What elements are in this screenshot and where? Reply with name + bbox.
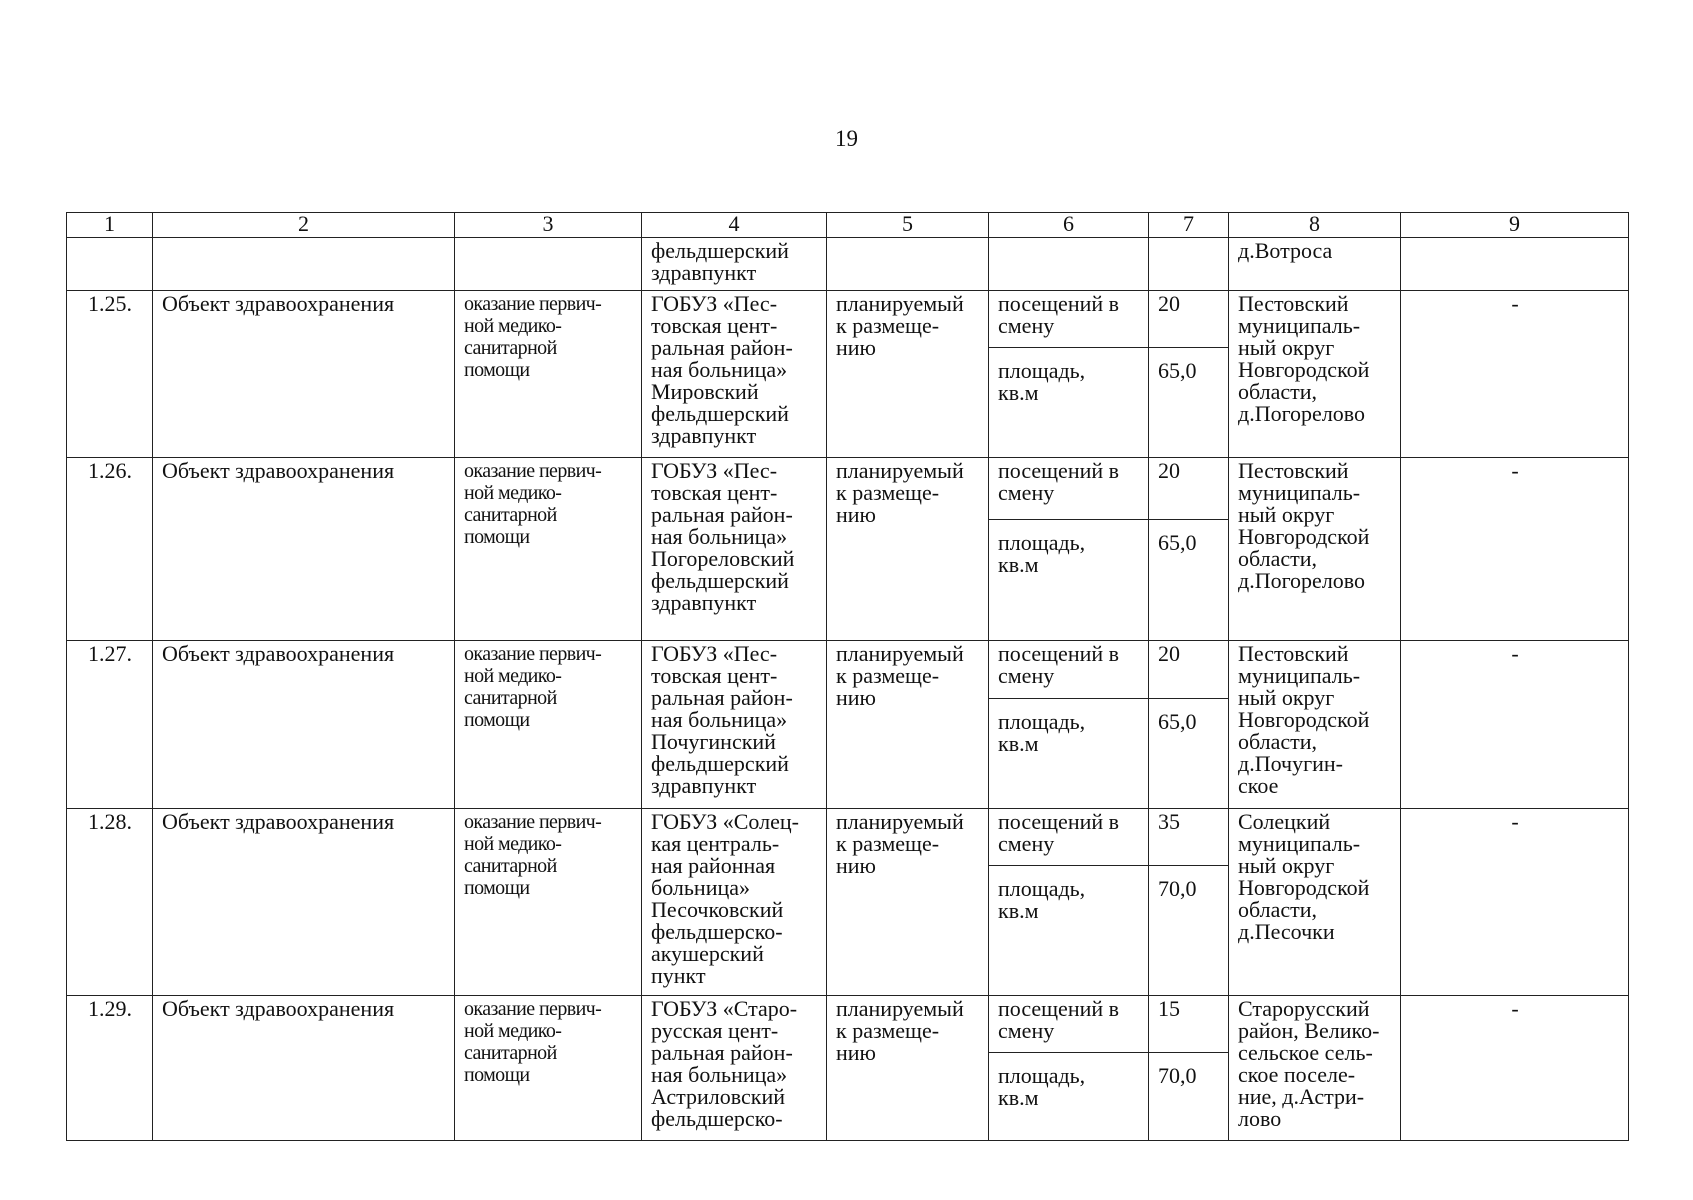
text-line: фельдшерский xyxy=(651,568,789,593)
text-line: здравпункт xyxy=(651,590,757,615)
text-line: ральная район- xyxy=(651,335,793,360)
column-9-value: - xyxy=(1401,996,1629,1141)
text-line: здравпункт xyxy=(651,260,757,285)
text-line: фельдшерско- xyxy=(651,919,783,944)
text-line: площадь, xyxy=(998,1063,1086,1088)
text-line: д.Вотроса xyxy=(1238,238,1333,263)
text-line: ный округ xyxy=(1238,335,1335,360)
text-line: товская цент- xyxy=(651,663,778,688)
text-line: Новгородской xyxy=(1238,357,1370,382)
status-cell xyxy=(827,291,989,458)
text-line: ральная район- xyxy=(651,1040,793,1065)
text-line: планируемый xyxy=(836,809,964,834)
parameter-area xyxy=(989,348,1149,458)
value-visits: 35 xyxy=(1149,809,1229,866)
text-line: области, xyxy=(1238,546,1318,571)
value-visits: 20 xyxy=(1149,458,1229,520)
text-line: муниципаль- xyxy=(1238,663,1361,688)
text-line: к размеще- xyxy=(836,313,940,338)
text-line: д.Почугин- xyxy=(1238,751,1343,776)
text-line: Астриловский xyxy=(651,1084,785,1109)
text-line: посещений в xyxy=(998,291,1120,316)
text-line: кв.м xyxy=(998,552,1039,577)
text-line: ральная район- xyxy=(651,685,793,710)
text-line: ная районная xyxy=(651,853,776,878)
parameter-area xyxy=(989,866,1149,996)
value-area: 70,0 xyxy=(1149,1053,1229,1141)
text-line: нию xyxy=(836,685,876,710)
location-cell xyxy=(1229,238,1401,291)
text-line: ный округ xyxy=(1238,502,1335,527)
page-number: 19 xyxy=(835,126,858,151)
purpose-cell xyxy=(455,458,642,641)
facility-name-cell xyxy=(642,458,827,641)
location-cell xyxy=(1229,809,1401,996)
text-line: Почугинский xyxy=(651,729,776,754)
text-line: Пестовский xyxy=(1238,641,1349,666)
text-line: д.Погорелово xyxy=(1238,568,1366,593)
text-line: помощи xyxy=(464,526,530,548)
text-line: ной медико- xyxy=(464,833,562,855)
facilities-table xyxy=(66,212,1629,1141)
text-line: ной медико- xyxy=(464,482,562,504)
value-visits: 20 xyxy=(1149,291,1229,348)
object-type: Объект здравоохранения xyxy=(153,458,455,641)
parameter-visits xyxy=(989,809,1149,866)
text-line: нию xyxy=(836,335,876,360)
text-line: лово xyxy=(1238,1106,1282,1131)
text-line: кв.м xyxy=(998,380,1039,405)
text-line: площадь, xyxy=(998,358,1086,383)
text-line: ной медико- xyxy=(464,1020,562,1042)
text-line: санитарной xyxy=(464,1042,557,1064)
text-line: д.Погорелово xyxy=(1238,401,1366,426)
column-number: 5 xyxy=(827,213,989,238)
text-line: ГОБУЗ «Старо- xyxy=(651,996,798,1021)
parameter-visits xyxy=(989,291,1149,348)
text-line: Солецкий xyxy=(1238,809,1331,834)
facility-name-cell xyxy=(642,641,827,809)
row-number: 1.26. xyxy=(67,458,153,641)
status-cell xyxy=(827,641,989,809)
text-line: Новгородской xyxy=(1238,875,1370,900)
text-line: фельдшерско- xyxy=(651,1106,783,1131)
location-cell xyxy=(1229,291,1401,458)
location-cell xyxy=(1229,641,1401,809)
text-line: Мировский xyxy=(651,379,759,404)
text-line: район, Велико- xyxy=(1238,1018,1380,1043)
text-line: Песочковский xyxy=(651,897,784,922)
table-row xyxy=(67,641,1629,699)
text-line: к размеще- xyxy=(836,1018,940,1043)
text-line: смену xyxy=(998,313,1055,338)
text-line: нию xyxy=(836,502,876,527)
text-line: больница» xyxy=(651,875,750,900)
purpose-cell xyxy=(455,809,642,996)
column-number: 3 xyxy=(455,213,642,238)
text-line: помощи xyxy=(464,359,530,381)
text-line: кв.м xyxy=(998,898,1039,923)
purpose-cell xyxy=(455,996,642,1141)
column-9-value: - xyxy=(1401,291,1629,458)
text-line: планируемый xyxy=(836,996,964,1021)
text-line: посещений в xyxy=(998,996,1120,1021)
text-line: планируемый xyxy=(836,291,964,316)
text-line: ГОБУЗ «Пес- xyxy=(651,458,778,483)
text-line: ный округ xyxy=(1238,685,1335,710)
text-line: сельское сель- xyxy=(1238,1040,1373,1065)
text-line: Старорусский xyxy=(1238,996,1370,1021)
table-row xyxy=(67,809,1629,866)
text-line: нию xyxy=(836,853,876,878)
text-line: ГОБУЗ «Пес- xyxy=(651,641,778,666)
column-number: 4 xyxy=(642,213,827,238)
parameter-visits xyxy=(989,641,1149,699)
facility-name-cell xyxy=(642,996,827,1141)
value-area: 65,0 xyxy=(1149,699,1229,809)
value-visits: 20 xyxy=(1149,641,1229,699)
parameter-area xyxy=(989,520,1149,641)
text-line: посещений в xyxy=(998,458,1120,483)
table-row xyxy=(67,996,1629,1053)
object-type: Объект здравоохранения xyxy=(153,809,455,996)
text-line: оказание первич- xyxy=(464,811,602,833)
text-line: кв.м xyxy=(998,1085,1039,1110)
text-line: пункт xyxy=(651,963,706,988)
value-area: 65,0 xyxy=(1149,348,1229,458)
text-line: площадь, xyxy=(998,876,1086,901)
facility-name-cell xyxy=(642,809,827,996)
text-line: ной медико- xyxy=(464,315,562,337)
status-cell xyxy=(827,809,989,996)
text-line: ной медико- xyxy=(464,665,562,687)
text-line: планируемый xyxy=(836,458,964,483)
column-number: 7 xyxy=(1149,213,1229,238)
parameter-area xyxy=(989,1053,1149,1141)
text-line: оказание первич- xyxy=(464,643,602,665)
text-line: смену xyxy=(998,663,1055,688)
text-line: ная больница» xyxy=(651,707,788,732)
continuation-row xyxy=(67,238,1629,291)
text-line: к размеще- xyxy=(836,831,940,856)
text-line: ный округ xyxy=(1238,853,1335,878)
column-9-value: - xyxy=(1401,458,1629,641)
text-line: товская цент- xyxy=(651,313,778,338)
text-line: Пестовский xyxy=(1238,458,1349,483)
location-cell xyxy=(1229,996,1401,1141)
table-row xyxy=(67,291,1629,348)
text-line: помощи xyxy=(464,877,530,899)
text-line: ское xyxy=(1238,773,1279,798)
text-line: фельдшерский xyxy=(651,238,789,263)
facility-name-cell xyxy=(642,238,827,291)
text-line: муниципаль- xyxy=(1238,831,1361,856)
text-line: к размеще- xyxy=(836,480,940,505)
object-type: Объект здравоохранения xyxy=(153,291,455,458)
text-line: смену xyxy=(998,831,1055,856)
purpose-cell xyxy=(455,291,642,458)
status-cell xyxy=(827,458,989,641)
row-number: 1.28. xyxy=(67,809,153,996)
text-line: Погореловский xyxy=(651,546,795,571)
text-line: кая централь- xyxy=(651,831,780,856)
text-line: муниципаль- xyxy=(1238,480,1361,505)
text-line: санитарной xyxy=(464,504,557,526)
text-line: к размеще- xyxy=(836,663,940,688)
text-line: санитарной xyxy=(464,687,557,709)
text-line: Новгородской xyxy=(1238,524,1370,549)
text-line: помощи xyxy=(464,709,530,731)
object-type: Объект здравоохранения xyxy=(153,641,455,809)
text-line: санитарной xyxy=(464,337,557,359)
text-line: посещений в xyxy=(998,809,1120,834)
text-line: ная больница» xyxy=(651,524,788,549)
row-number: 1.27. xyxy=(67,641,153,809)
text-line: Новгородской xyxy=(1238,707,1370,732)
text-line: оказание первич- xyxy=(464,460,602,482)
text-line: ское поселе- xyxy=(1238,1062,1356,1087)
text-line: площадь, xyxy=(998,530,1086,555)
parameter-area xyxy=(989,699,1149,809)
text-line: фельдшерский xyxy=(651,751,789,776)
parameter-visits xyxy=(989,458,1149,520)
parameter-visits xyxy=(989,996,1149,1053)
text-line: товская цент- xyxy=(651,480,778,505)
text-line: кв.м xyxy=(998,731,1039,756)
status-cell xyxy=(827,996,989,1141)
column-number-row xyxy=(67,213,1629,238)
column-number: 6 xyxy=(989,213,1149,238)
text-line: области, xyxy=(1238,729,1318,754)
text-line: д.Песочки xyxy=(1238,919,1335,944)
text-line: оказание первич- xyxy=(464,998,602,1020)
text-line: акушерский xyxy=(651,941,764,966)
text-line: фельдшерский xyxy=(651,401,789,426)
object-type: Объект здравоохранения xyxy=(153,996,455,1141)
value-visits: 15 xyxy=(1149,996,1229,1053)
text-line: здравпункт xyxy=(651,423,757,448)
column-number: 8 xyxy=(1229,213,1401,238)
text-line: здравпункт xyxy=(651,773,757,798)
text-line: ная больница» xyxy=(651,1062,788,1087)
column-number: 9 xyxy=(1401,213,1629,238)
text-line: нию xyxy=(836,1040,876,1065)
text-line: санитарной xyxy=(464,855,557,877)
table-row xyxy=(67,458,1629,520)
text-line: планируемый xyxy=(836,641,964,666)
text-line: ная больница» xyxy=(651,357,788,382)
location-cell xyxy=(1229,458,1401,641)
value-area: 70,0 xyxy=(1149,866,1229,996)
text-line: области, xyxy=(1238,379,1318,404)
text-line: Пестовский xyxy=(1238,291,1349,316)
column-9-value: - xyxy=(1401,641,1629,809)
text-line: муниципаль- xyxy=(1238,313,1361,338)
row-number: 1.29. xyxy=(67,996,153,1141)
text-line: ГОБУЗ «Пес- xyxy=(651,291,778,316)
text-line: оказание первич- xyxy=(464,293,602,315)
text-line: помощи xyxy=(464,1064,530,1086)
row-number: 1.25. xyxy=(67,291,153,458)
value-area: 65,0 xyxy=(1149,520,1229,641)
text-line: смену xyxy=(998,480,1055,505)
text-line: области, xyxy=(1238,897,1318,922)
column-number: 1 xyxy=(67,213,153,238)
column-9-value: - xyxy=(1401,809,1629,996)
text-line: ГОБУЗ «Солец- xyxy=(651,809,799,834)
facility-name-cell xyxy=(642,291,827,458)
column-number: 2 xyxy=(153,213,455,238)
text-line: площадь, xyxy=(998,709,1086,734)
purpose-cell xyxy=(455,641,642,809)
text-line: ние, д.Астри- xyxy=(1238,1084,1365,1109)
text-line: смену xyxy=(998,1018,1055,1043)
text-line: русская цент- xyxy=(651,1018,779,1043)
text-line: ральная район- xyxy=(651,502,793,527)
text-line: посещений в xyxy=(998,641,1120,666)
